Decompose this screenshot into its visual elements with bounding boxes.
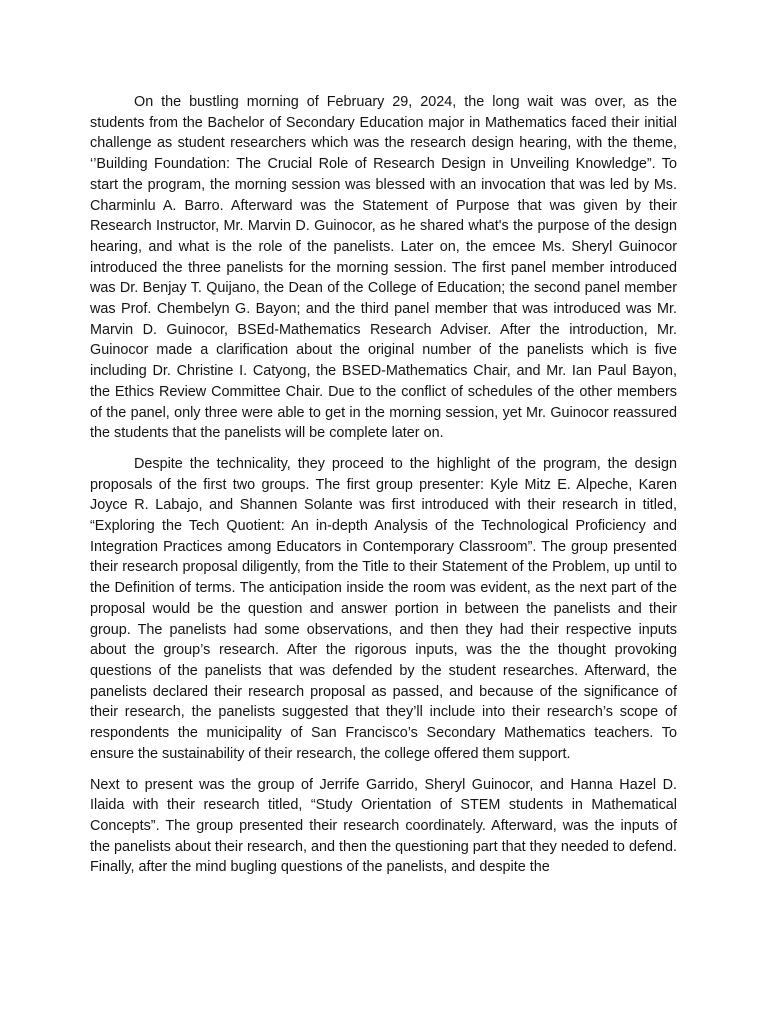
paragraph-opening: On the bustling morning of February 29, 2024, the long wait was over, as the students from the Bachelor of Secondary Education major in Mathematics faced their initial challenge as student researchers which was the research design hearing, with the theme, ‘’Building Foundation: The Crucial Role of Research Design in Unveiling Knowledge”. To start the program, the morning session was blessed with an invocation that was led by Ms. Charminlu A. Barro. Afterward was the Statement of Purpose that was given by their Research Instructor, Mr. Marvin D. Guinocor, as he shared what's the purpose of the design hearing, and what is the role of the panelists. Later on, the emcee Ms. Sheryl Guinocor introduced the three panelists for the morning session. The first panel member introduced was Dr. Benjay T. Quijano, the Dean of the College of Education; the second panel member was Prof. Chembelyn G. Bayon; and the third panel member that was introduced was Mr. Marvin D. Guinocor, BSEd-Mathematics Research Adviser. After the introduction, Mr. Guinocor made a clarification about the original number of the panelists which is five including Dr. Christine I. Catyong, the BSED-Mathematics Chair, and Mr. Ian Paul Bayon, the Ethics Review Committee Chair. Due to the conflict of schedules of the other members of the panel, only three were able to get in the morning session, yet Mr. Guinocor reassured the students that the panelists will be complete later on. <box>90 94 677 442</box>
paragraph-second-group: Next to present was the group of Jerrife Garrido, Sheryl Guinocor, and Hanna Hazel D. Ilaida with their research titled, “Study Orientation of STEM students in Mathematical Concepts”. The group presented their research coordinately. Afterward, was the inputs of the panelists about their research, and then the questioning part that they needed to defend. Finally, after the mind bugling questions of the panelists, and despite the <box>90 776 677 876</box>
paragraph-first-group: Despite the technicality, they proceed to the highlight of the program, the design proposals of the first two groups. The first group presenter: Kyle Mitz E. Alpeche, Karen Joyce R. Labajo, and Shannen Solante was first introduced with their research in titled, “Exploring the Tech Quotient: An in-depth Analysis of the Technological Proficiency and Integration Practices among Educators in Contemporary Classroom”. The group presented their research proposal diligently, from the Title to their Statement of the Problem, up until to the Definition of terms. The anticipation inside the room was evident, as the next part of the proposal would be the question and answer portion in between the panelists and their group. The panelists had some observations, and then they had their respective inputs about the group’s research. After the rigorous inputs, was the the thought provoking questions of the panelists that was defended by the student researches. Afterward, the panelists declared their research proposal as passed, and because of the significance of their research, the panelists suggested that they’ll include into their research’s scope of respondents the municipality of San Francisco’s Secondary Mathematics teachers. To ensure the sustainability of their research, the college offered them support. <box>90 455 677 762</box>
document-body <box>90 92 677 888</box>
